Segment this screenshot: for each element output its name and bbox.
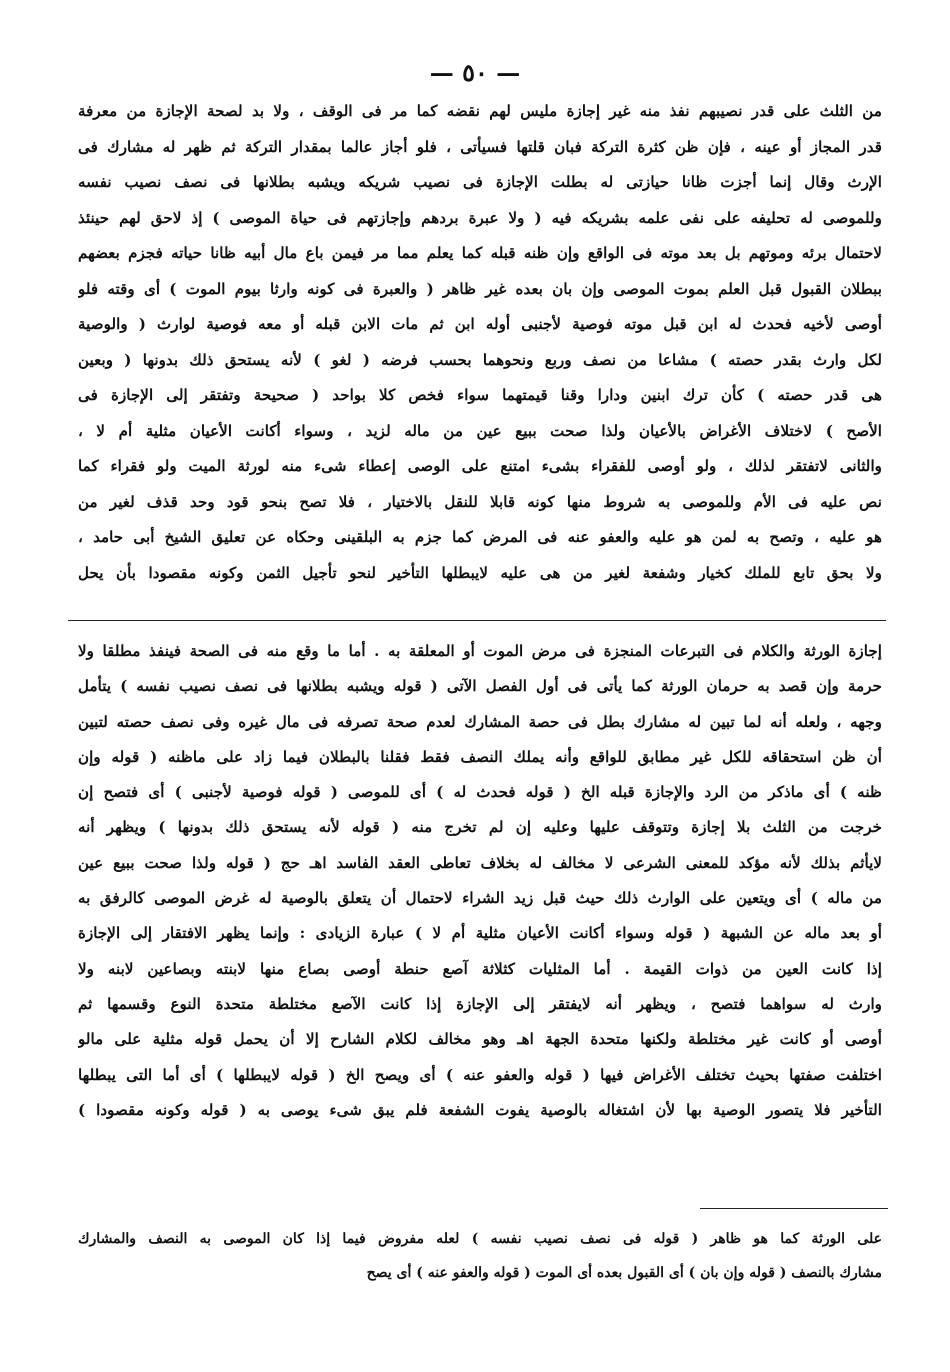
commentary-line: من ماله ) أى ويتعين على الوارث ذلك حيث قبل زيد الشراء لاحتمال أن يتعلق بالوصية له غرض الموصى كالرفق به bbox=[78, 889, 882, 908]
footnote-text bbox=[78, 1222, 882, 1290]
commentary-line: وارث له سواهما فتصح ، ويظهر أنه لايفتقر إلى الإجازة إذا كانت الآصع مختلطة متحدة النوع وقسمها ثم bbox=[78, 994, 882, 1013]
main-text-line: لكل وارث بقدر حصته ) مشاعا من نصف وربع ونحوهما بحسب فرضه ( لغو ) لأنه يستحق ذلك بدونها ( وبعين bbox=[78, 350, 882, 369]
main-text bbox=[78, 94, 882, 591]
main-text-line: الأصح ) لاختلاف الأغراض بالأعيان ولذا صحت ببيع عين من ماله لزيد ، وسواء أكانت الأعيان مثلية أم لا ، bbox=[78, 421, 882, 440]
main-text-line: نص عليه فى الأم وللموصى به شروط منها كونه قابلا للنقل بالاختيار ، فلا تصح بنحو قود وحد قذف لغير من bbox=[78, 492, 882, 511]
commentary-line: التأخير فلا يتصور الوصية بها لأن اشتغاله بالوصية يفوت الشفعة فلم يبق شىء يوصى به ( قوله وكونه مقصودا ) bbox=[78, 1100, 882, 1119]
footnote-line: مشارك بالنصف ( قوله وإن بان ) أى القبول بعده أى الموت ( قوله والعفو عنه ) أى يصح bbox=[366, 1265, 882, 1281]
commentary-text bbox=[78, 634, 882, 1128]
commentary-line: أو بعد ماله عن الشبهة ( قوله وسواء أكانت الأعيان مثلية أم لا ) عبارة الزيادى : وإنما يظهر الافتقار إلى الإجازة bbox=[78, 924, 882, 943]
page-number: — ٥٠ — bbox=[429, 58, 521, 87]
main-text-line: وللموصى له تحليفه على نفى علمه بشريكه فيه ( ولا عبرة بردهم وإجازتهم فى حياة الموصى ) إذ لاحق لهم حينئذ bbox=[78, 208, 882, 227]
commentary-line: حرمة وإن قصد به حرمان الورثة كما يأتى فى أول الفصل الآتى ( قوله ويشبه بطلانها فى نصف نصيب نفسه ) يتأمل bbox=[78, 677, 882, 696]
main-text-line: هى قدر حصته ) كأن ترك ابنين ودارا وقنا قيمتهما سواء فخص كلا بواحد ( صحيحة وتفتقر إلى الإجازة فى bbox=[78, 386, 882, 404]
commentary-line: اختلفت صفتها بحيث تختلف الأغراض فيها ( قوله والعفو عنه ) أى ويصح الخ ( قوله لايبطلها ) أى أما التى يبطلها bbox=[78, 1065, 882, 1084]
commentary-line: خرجت من الثلث بلا إجازة وتتوقف عليها وعليه إن لم تخرج منه ( قوله لأنه يستحق ذلك بدونها ) ويظهر أنه bbox=[78, 818, 882, 837]
main-text-line: أوصى لأخيه فحدث له ابن قبل موته فوصية لأجنبى أوله ابن ثم مات الابن قبله أو معه فوصية لوارث ( والوصية bbox=[78, 315, 882, 333]
section-divider bbox=[68, 620, 886, 621]
commentary-line: إذا كانت العين من ذوات القيمة . أما المثليات كثلاثة آصع حنطة أوصى بصاع منها لابنته وبصاعين لابنه ولا bbox=[78, 959, 882, 978]
main-text-line: هو عليه ، وتصح به لمن هو عليه والعفو عنه فى المرض كما جزم به البلقينى وحكاه عن تعليق الشيخ أبى حامد ، bbox=[78, 528, 882, 546]
commentary-line: أوصى أو كانت غير مختلطة ولكنها متحدة الجهة اهـ وهو مخالف لكلام الشارح إلا أن يحمل قوله مثلية على مالو bbox=[78, 1030, 882, 1049]
commentary-line: وجهه ، ولعله أنه لما تبين له مشارك بطل فى حصة المشارك لعدم صحة تصرفه فى مال غيره وفى نصف حصته لتبين bbox=[78, 712, 882, 731]
main-text-line: الإرث وقال إنما أجزت ظانا حيازتى له بطلت الإجازة فى نصيب شريكه ويشبه بطلانها فى نصف نصيب نفسه bbox=[78, 173, 882, 191]
main-text-line: لاحتمال برئه وموتهم بل بعد موته فى الواقع وإن ظنه قبله كما يعلم مما مر فيمن باع مال أبيه ظانا حياته فجزم بعضهم bbox=[78, 244, 882, 262]
footnote-line: على الورثة كما هو ظاهر ( قوله فى نصف نصيب نفسه ) لعله مفروض فيما إذا كان الموصى به النصف والمشارك bbox=[78, 1231, 882, 1247]
main-text-line: ولا بحق تابع للملك كخيار وشفعة لغير من هى عليه لايبطلها التأخير لنحو تأجيل الثمن وكونه مقصودا بأن يحل bbox=[78, 563, 882, 582]
commentary-line: لايأثم بذلك لأنه مؤكد للمعنى الشرعى لا مخالف له بخلاف تعاطى العقد الفاسد اهـ حج ( قوله ولذا صحت ببيع عين bbox=[78, 853, 882, 872]
commentary-line: ظنه ) أى ماذكر من الرد والإجازة قبله الخ ( قوله فحدث له ) أى للموصى ( قوله فوصية لأجنبى ) أى فتصح إن bbox=[78, 783, 882, 802]
main-text-line: والثانى لاتفتقر لذلك ، ولو أوصى للفقراء بشىء امتنع على الوصى إعطاء شىء منه لورثة الميت ولو فقراء كما bbox=[78, 457, 882, 475]
footnote-divider bbox=[700, 1208, 888, 1209]
main-text-line: ببطلان القبول قبل العلم بموت الموصى وإن بان بعده غير ظاهر ( والعبرة فى كونه وارثا بيوم الموت ) أى وقته فلو bbox=[78, 279, 882, 298]
commentary-line: إجازة الورثة والكلام فى التبرعات المنجزة فى مرض الموت أو المعلقة به . أما ما وقع منه فى الصحة فينفذ مطلقا ولا bbox=[78, 642, 882, 660]
commentary-line: أن ظن استحقاقه للكل غير مطابق للواقع وأنه يملك النصف فقط فقلنا بالبطلان فيما زاد على ماظنه ( قوله وإن bbox=[78, 747, 882, 766]
main-text-line: قدر المجاز أو عينه ، فإن ظن كثرة التركة فبان قلتها فسيأتى ، فلو أجاز عالما بمقدار التركة ثم ظهر له مشارك فى bbox=[78, 137, 882, 156]
main-text-line: من الثلث على قدر نصيبهم نفذ منه غير إجازة مليس لهم نقضه كما مر فى الوقف ، ولا بد لصحة الإجازة من معرفة bbox=[78, 102, 882, 120]
